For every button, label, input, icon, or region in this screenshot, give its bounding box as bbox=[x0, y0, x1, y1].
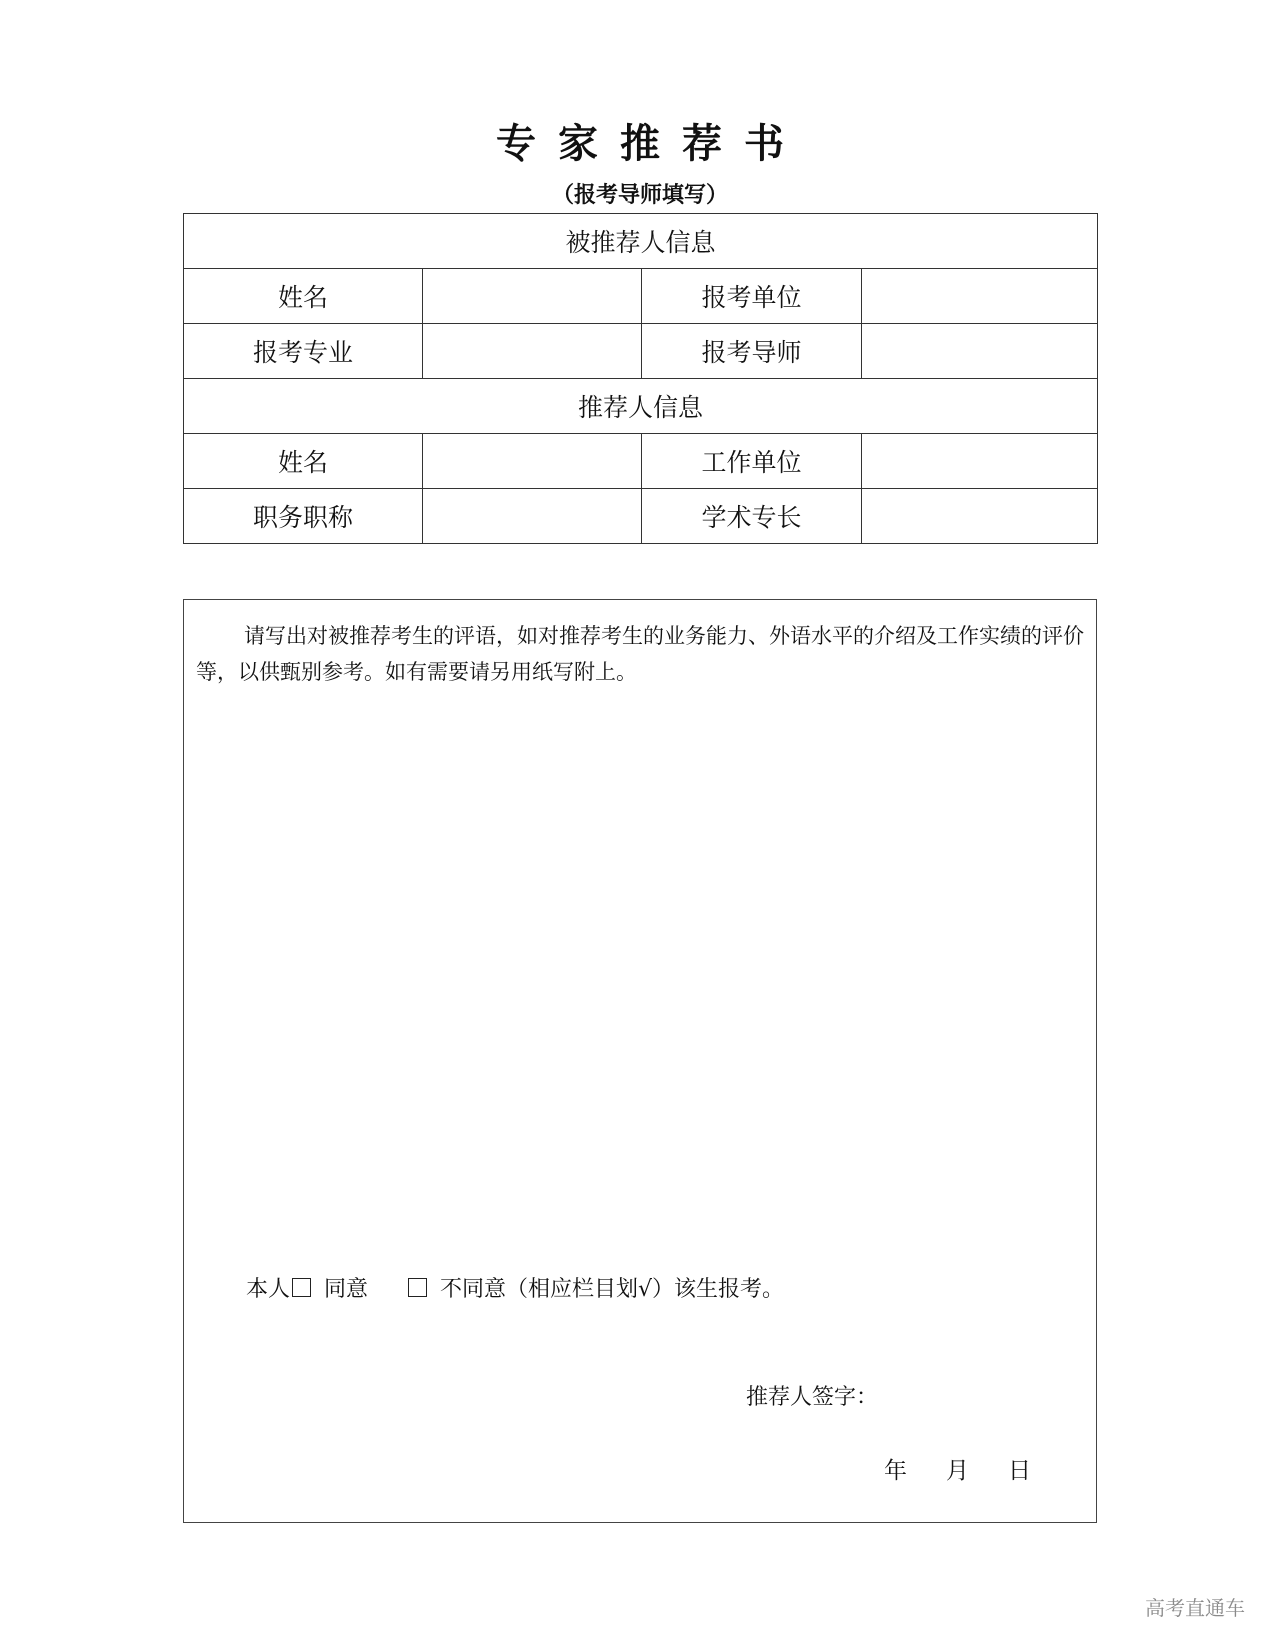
recommender-title-label: 职务职称 bbox=[184, 489, 423, 544]
table-row bbox=[184, 489, 1098, 544]
info-table bbox=[183, 213, 1098, 544]
evaluation-text-area[interactable] bbox=[196, 700, 1084, 1250]
candidate-applied-unit-field[interactable] bbox=[862, 269, 1098, 324]
agree-prefix: 本人 bbox=[246, 1277, 291, 1302]
table-row bbox=[184, 269, 1098, 324]
recommender-name-field[interactable] bbox=[423, 434, 642, 489]
document-subtitle: （报考导师填写） bbox=[551, 183, 728, 208]
candidate-major-field[interactable] bbox=[423, 324, 642, 379]
signature-label: 推荐人签字： bbox=[746, 1385, 879, 1410]
candidate-supervisor-label: 报考导师 bbox=[642, 324, 862, 379]
table-row bbox=[184, 324, 1098, 379]
recommender-expertise-field[interactable] bbox=[862, 489, 1098, 544]
recommender-section-header: 推荐人信息 bbox=[184, 379, 1098, 434]
table-row bbox=[184, 434, 1098, 489]
evaluation-box bbox=[183, 599, 1097, 1523]
date-field[interactable] bbox=[884, 1452, 1070, 1485]
agree-label: 同意 bbox=[317, 1277, 369, 1302]
date-day-label: 日 bbox=[1008, 1458, 1031, 1484]
document-title: 专家推荐书 bbox=[496, 121, 806, 167]
evaluation-instructions: 请写出对被推荐考生的评语，如对推荐考生的业务能力、外语水平的介绍及工作实绩的评价等，以供甄别参考。如有需要请另用纸写附上。 bbox=[196, 624, 1084, 684]
disagree-checkbox[interactable] bbox=[408, 1278, 427, 1297]
agreement-line bbox=[246, 1272, 784, 1303]
recommender-workplace-field[interactable] bbox=[862, 434, 1098, 489]
candidate-section-header: 被推荐人信息 bbox=[184, 214, 1098, 269]
recommender-expertise-label: 学术专长 bbox=[642, 489, 862, 544]
date-month-label: 月 bbox=[946, 1458, 969, 1484]
candidate-section-header-row bbox=[184, 214, 1098, 269]
recommender-name-label: 姓名 bbox=[184, 434, 423, 489]
candidate-name-field[interactable] bbox=[423, 269, 642, 324]
candidate-supervisor-field[interactable] bbox=[862, 324, 1098, 379]
candidate-major-label: 报考专业 bbox=[184, 324, 423, 379]
candidate-name-label: 姓名 bbox=[184, 269, 423, 324]
signature-field[interactable] bbox=[746, 1380, 878, 1411]
recommender-section-header-row bbox=[184, 379, 1098, 434]
date-year-label: 年 bbox=[884, 1458, 907, 1484]
watermark-text: 高考直通车 bbox=[1145, 1596, 1245, 1620]
disagree-label: 不同意（相应栏目划√）该生报考。 bbox=[433, 1277, 785, 1302]
recommender-title-field[interactable] bbox=[423, 489, 642, 544]
candidate-applied-unit-label: 报考单位 bbox=[642, 269, 862, 324]
recommender-workplace-label: 工作单位 bbox=[642, 434, 862, 489]
agree-checkbox[interactable] bbox=[292, 1278, 311, 1297]
